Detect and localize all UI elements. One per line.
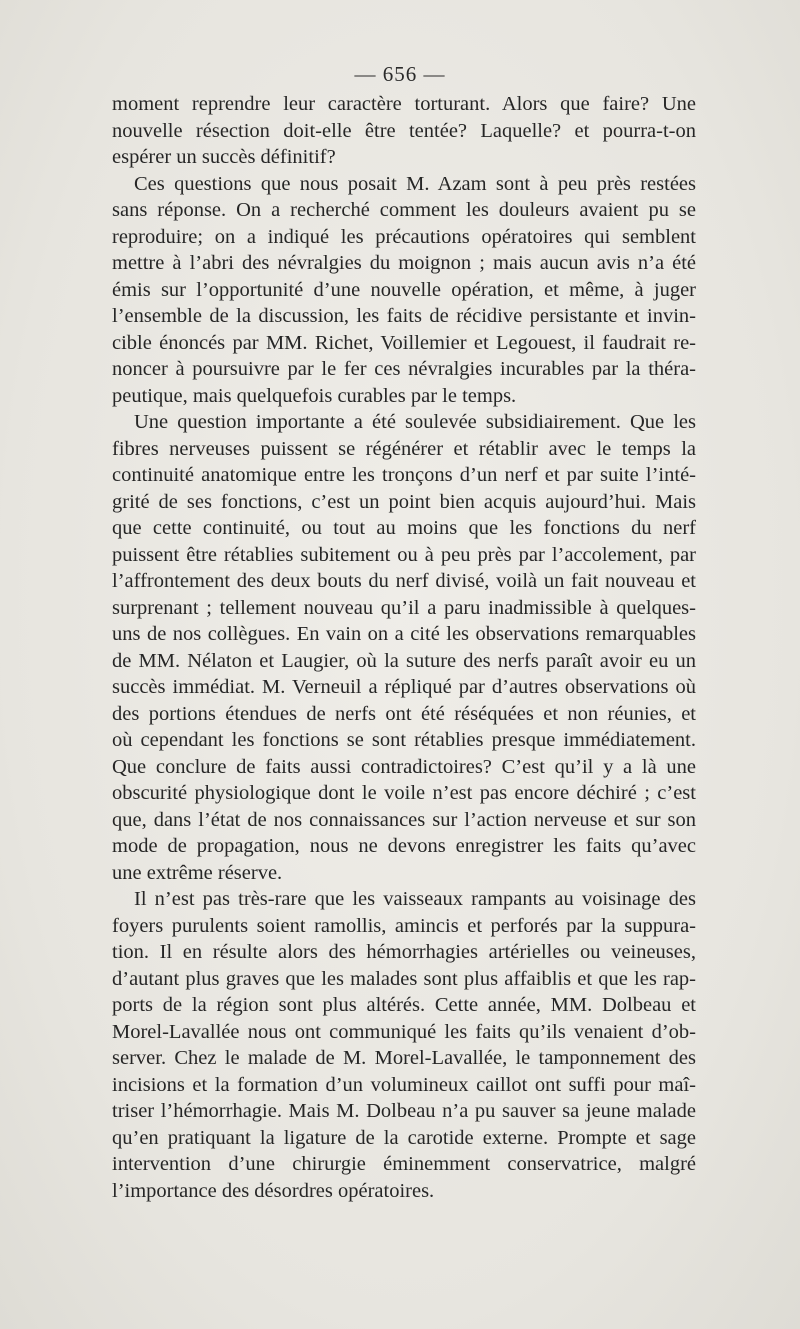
paragraph <box>112 409 696 886</box>
text-line: moment reprendre leur caractère torturant. Alors que faire? Une <box>112 93 696 115</box>
text-line: Que conclure de faits aussi contradictoires? C’est qu’il y a là une <box>112 755 696 778</box>
text-line: foyers purulents soient ramollis, amincis et perforés par la suppura- <box>112 914 696 937</box>
text-line: mode de propagation, nous ne devons enregistrer les faits qu’avec <box>112 835 696 857</box>
text-line: Il n’est pas très-rare que les vaisseaux rampants au voisinage des <box>134 888 696 910</box>
text-line: l’importance des désordres opératoires. <box>112 1179 435 1202</box>
text-line: reproduire; on a indiqué les précautions opératoires qui semblent <box>112 225 696 248</box>
text-line: émis sur l’opportunité d’une nouvelle opération, et même, à juger <box>112 278 696 301</box>
text-line: succès immédiat. M. Verneuil a répliqué par d’autres observations où <box>112 676 696 698</box>
paragraph <box>112 171 696 410</box>
text-line: Ces questions que nous posait M. Azam sont à peu près restées <box>134 172 696 195</box>
paragraph <box>112 91 696 171</box>
text-line: uns de nos collègues. En vain on a cité les observations remarquables <box>112 623 696 645</box>
text-line: mettre à l’abri des névralgies du moignon ; mais aucun avis n’a été <box>112 252 696 274</box>
text-line: peutique, mais quelquefois curables par le temps. <box>112 384 517 407</box>
text-line: fibres nerveuses puissent se régénérer et rétablir avec le temps la <box>112 437 696 460</box>
text-line: ports de la région sont plus altérés. Cette année, MM. Dolbeau et <box>112 994 696 1016</box>
text-line: cible énoncés par MM. Richet, Voillemier et Legouest, il faudrait re- <box>112 331 696 354</box>
text-line: l’affrontement des deux bouts du nerf divisé, voilà un fait nouveau et <box>112 570 696 592</box>
text-line: triser l’hémorrhagie. Mais M. Dolbeau n’a pu sauver sa jeune malade <box>112 1100 696 1122</box>
text-line: Une question importante a été soulevée subsidiairement. Que les <box>134 411 696 433</box>
text-line: d’autant plus graves que les malades sont plus affaiblis et que les rap- <box>112 967 696 990</box>
page-number: — 656 — <box>354 62 446 86</box>
text-line: tion. Il en résulte alors des hémorrhagies artérielles ou veineuses, <box>112 941 696 963</box>
text-line: que cette continuité, ou tout au moins que les fonctions du nerf <box>112 517 696 539</box>
paragraph <box>112 886 696 1204</box>
text-line: où cependant les fonctions se sont rétablies presque immédiatement. <box>112 729 696 751</box>
text-line: continuité anatomique entre les tronçons d’un nerf et par suite l’inté- <box>112 464 696 486</box>
body-text <box>112 91 696 1204</box>
text-line: puissent être rétablies subitement ou à peu près par l’accolement, par <box>112 543 696 566</box>
text-line: sans réponse. On a recherché comment les douleurs avaient pu se <box>112 199 696 221</box>
text-line: nouvelle résection doit-elle être tentée? Laquelle? et pourra-t-on <box>112 119 696 142</box>
text-line: qu’en pratiquant la ligature de la carotide externe. Prompte et sage <box>112 1126 696 1149</box>
text-line: que, dans l’état de nos connaissances sur l’action nerveuse et sur son <box>112 808 696 831</box>
text-line: l’ensemble de la discussion, les faits de récidive persistante et invin- <box>112 305 696 327</box>
text-line: server. Chez le malade de M. Morel-Lavallée, le tamponnement des <box>112 1047 696 1069</box>
text-line: espérer un succès définitif? <box>112 146 336 168</box>
text-line: surprenant ; tellement nouveau qu’il a paru inadmissible à quelques- <box>112 596 696 619</box>
text-line: intervention d’une chirurgie éminemment conservatrice, malgré <box>112 1153 696 1175</box>
text-line: obscurité physiologique dont le voile n’est pas encore déchiré ; c’est <box>112 782 696 804</box>
text-line: grité de ses fonctions, c’est un point bien acquis aujourd’hui. Mais <box>112 490 696 513</box>
text-line: de MM. Nélaton et Laugier, où la suture des nerfs paraît avoir eu un <box>112 649 696 672</box>
text-line: noncer à poursuivre par le fer ces névralgies incurables par la théra- <box>112 358 696 380</box>
text-line: des portions étendues de nerfs ont été réséquées et non réunies, et <box>112 702 696 725</box>
text-line: une extrême réserve. <box>112 861 283 884</box>
text-line: incisions et la formation d’un volumineux caillot ont suffi pour maî- <box>112 1073 696 1096</box>
text-line: Morel-Lavallée nous ont communiqué les faits qu’ils venaient d’ob- <box>112 1020 696 1043</box>
